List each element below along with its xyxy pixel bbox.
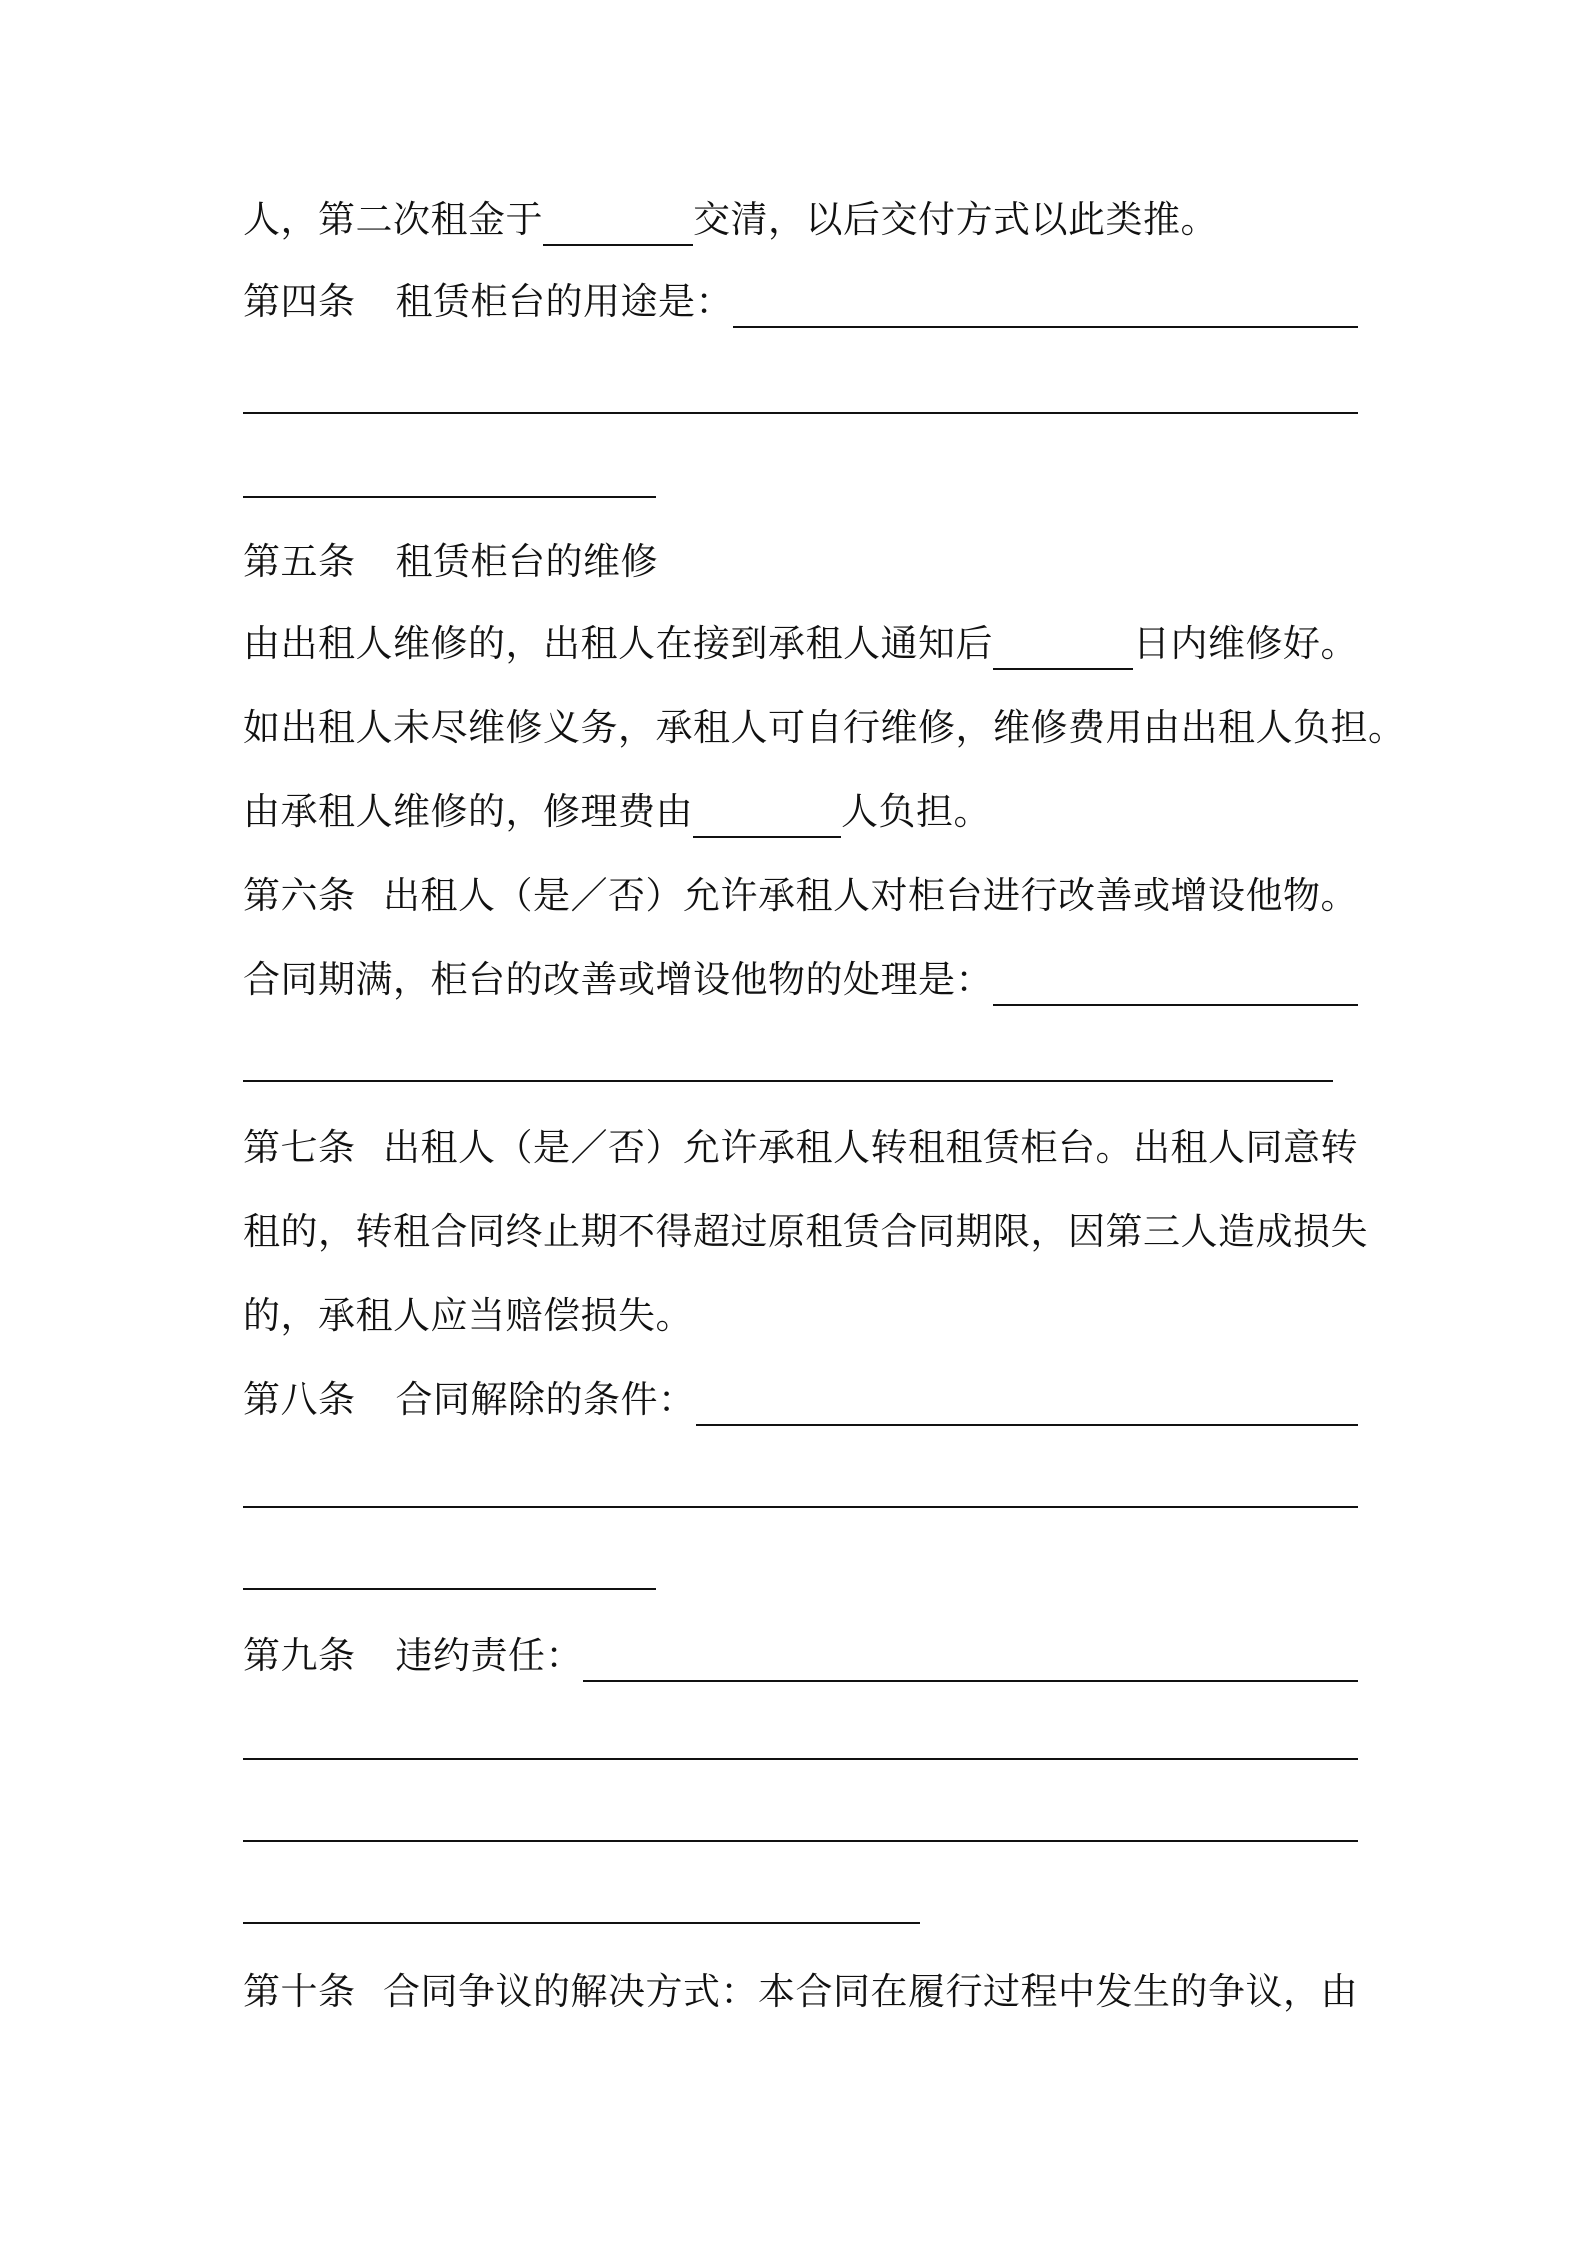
blank-termination-2 (243, 1506, 1358, 1508)
article-9-number: 第九条 (243, 1634, 356, 1677)
blank-usage-3 (243, 496, 656, 498)
text-line-improvement (243, 940, 1358, 1020)
text-compensation: 的，承租人应当赔偿损失。 (243, 1294, 693, 1337)
text-improvement: 合同期满，柜台的改善或增设他物的处理是： (243, 958, 993, 1001)
article-8-number: 第八条 (243, 1378, 356, 1421)
blank-improvement-1 (993, 1004, 1358, 1006)
article-7-text: 出租人（是／否）允许承租人转租租赁柜台。出租人同意转 (383, 1126, 1358, 1169)
text-second-rent-suffix: 交清，以后交付方式以此类推。 (693, 198, 1218, 241)
text-line-compensation (243, 1276, 1358, 1356)
article-7-number: 第七条 (243, 1126, 356, 1169)
article-8-heading (243, 1360, 1358, 1440)
article-4-number: 第四条 (243, 280, 356, 323)
text-repair-duty: 如出租人未尽维修义务，承租人可自行维修，维修费用由出租人负担。 (243, 706, 1406, 749)
blank-second-rent-date (543, 244, 693, 246)
text-lessor-repair-suffix: 日内维修好。 (1133, 622, 1358, 665)
article-5-number: 第五条 (243, 540, 356, 583)
text-line-sublease (243, 1192, 1368, 1272)
text-line-lessor-repair (243, 604, 1358, 684)
article-6-heading (243, 856, 1358, 936)
blank-usage-2 (243, 412, 1358, 414)
blank-liability-2 (243, 1758, 1358, 1760)
article-10-text: 合同争议的解决方式：本合同在履行过程中发生的争议，由 (383, 1970, 1358, 2013)
article-5-heading (243, 522, 1358, 602)
text-lessee-repair-prefix: 由承租人维修的，修理费由 (243, 790, 693, 833)
blank-termination-3 (243, 1588, 656, 1590)
article-5-title: 租赁柜台的维修 (395, 540, 658, 583)
blank-liability-3 (243, 1840, 1358, 1842)
article-10-heading (243, 1952, 1358, 2032)
article-10-number: 第十条 (243, 1970, 356, 2013)
blank-liability-1 (583, 1680, 1358, 1682)
article-6-text: 出租人（是／否）允许承租人对柜台进行改善或增设他物。 (383, 874, 1358, 917)
text-line-repair-duty (243, 688, 1406, 768)
text-second-rent-prefix: 人，第二次租金于 (243, 198, 543, 241)
article-8-title: 合同解除的条件： (395, 1378, 696, 1421)
article-4-heading (243, 262, 1358, 342)
blank-usage-1 (733, 326, 1358, 328)
blank-liability-4 (243, 1922, 920, 1924)
article-4-title: 租赁柜台的用途是： (395, 280, 733, 323)
text-sublease: 租的，转租合同终止期不得超过原租赁合同期限，因第三人造成损失 (243, 1210, 1368, 1253)
text-line-lessee-repair (243, 772, 1358, 852)
article-9-heading (243, 1616, 1358, 1696)
blank-improvement-2 (243, 1080, 1333, 1082)
blank-repair-days (993, 668, 1133, 670)
text-line-second-rent (243, 180, 1358, 260)
text-lessee-repair-suffix: 人负担。 (841, 790, 991, 833)
article-6-number: 第六条 (243, 874, 356, 917)
blank-termination-1 (696, 1424, 1359, 1426)
blank-repair-payer (693, 836, 841, 838)
text-lessor-repair-prefix: 由出租人维修的，出租人在接到承租人通知后 (243, 622, 993, 665)
article-9-title: 违约责任： (395, 1634, 583, 1677)
article-7-heading (243, 1108, 1358, 1188)
